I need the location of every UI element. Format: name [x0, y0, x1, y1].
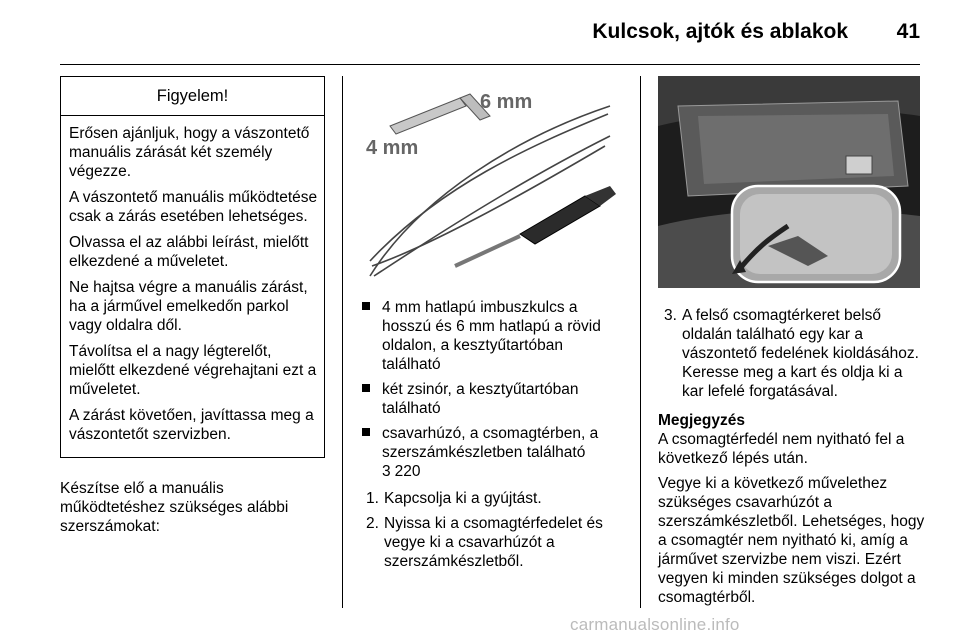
- page-reference-arrow: 3: [382, 463, 391, 480]
- warning-paragraph: A vászontető manuális működtetése csak a zárás esetében lehetséges.: [69, 189, 318, 225]
- chapter-title: Kulcsok, ajtók és ablakok: [592, 20, 848, 43]
- trunk-photo: [658, 76, 920, 288]
- column-divider: [342, 76, 343, 608]
- intro-paragraph: Készítse elő a manuális működtetéshez szükséges alábbi szerszámokat:: [60, 480, 289, 535]
- note-paragraph: Vegye ki a következő művelethez szükséges csavarhúzót a szerszámkészletből. Lehetséges, hogy a csomagtér nem nyitható ki, amíg a járművet szervizbe nem viszi. Ezért vegyen ki minden szükséges dolgot a csomagtérből.: [658, 475, 925, 606]
- trunk-drawing: [658, 76, 920, 288]
- intro-text-block: [60, 479, 325, 536]
- tools-list: [360, 298, 622, 481]
- steps-list-continued: [658, 306, 926, 401]
- step-item: 2. Nyissa ki a csomagtérfedelet és vegye ki a csavarhúzót a szerszámkészletből.: [366, 515, 603, 570]
- steps-list: [360, 489, 622, 571]
- warning-body: [61, 116, 324, 457]
- page-number: 41: [896, 20, 920, 43]
- bullet-square-icon: [362, 384, 370, 392]
- note-heading: Megjegyzés: [658, 412, 746, 429]
- list-item: 4 mm hatlapú imbuszkulcs a hosszú és 6 mm hatlapú a rövid oldalon, a kesztyűtartóban található: [360, 298, 622, 374]
- label-4mm: 4 mm: [366, 137, 419, 159]
- watermark: carmanualsonline.info: [570, 615, 740, 634]
- note-paragraph: A csomagtérfedél nem nyitható fel a következő lépés után.: [658, 431, 905, 467]
- warning-title: Figyelem!: [61, 77, 324, 116]
- note-block: [658, 411, 926, 607]
- tools-illustration: [360, 76, 622, 276]
- tools-drawing: [360, 76, 622, 286]
- warning-paragraph: A zárást követően, javíttassa meg a vászontetőt szervizben.: [69, 407, 314, 443]
- list-item: csavarhúzó, a csomagtérben, a szerszámkészletben található 3 220: [360, 424, 622, 481]
- left-column: [60, 76, 325, 542]
- list-item: két zsinór, a kesztyűtartóban található: [360, 380, 622, 418]
- warning-paragraph: Olvassa el az alábbi leírást, mielőtt elkezdené a műveletet.: [69, 234, 309, 270]
- page-header: [60, 14, 920, 65]
- warning-paragraph: Ne hajtsa végre a manuális zárást, ha a járművel emelkedőn parkol vagy oldalra dől.: [69, 279, 308, 334]
- middle-column: [360, 76, 622, 577]
- column-divider: [640, 76, 641, 608]
- bullet-square-icon: [362, 428, 370, 436]
- warning-paragraph: Távolítsa el a nagy légterelőt, mielőtt elkezdené végrehajtani ezt a műveletet.: [69, 343, 317, 398]
- page-reference[interactable]: 220: [394, 463, 421, 480]
- step-item: 3. A felső csomagtérkeret belső oldalán található egy kar a vászontető fedelének kioldásához. Keresse meg a kart és oldja ki a kar lefelé forgatásával.: [664, 307, 919, 400]
- bullet-square-icon: [362, 302, 370, 310]
- right-column: [658, 76, 926, 613]
- warning-paragraph: Erősen ajánljuk, hogy a vászontető manuális zárását két személy végezze.: [69, 125, 310, 180]
- label-6mm: 6 mm: [480, 91, 533, 113]
- warning-box: [60, 76, 325, 458]
- step-item: 1. Kapcsolja ki a gyújtást.: [366, 490, 542, 507]
